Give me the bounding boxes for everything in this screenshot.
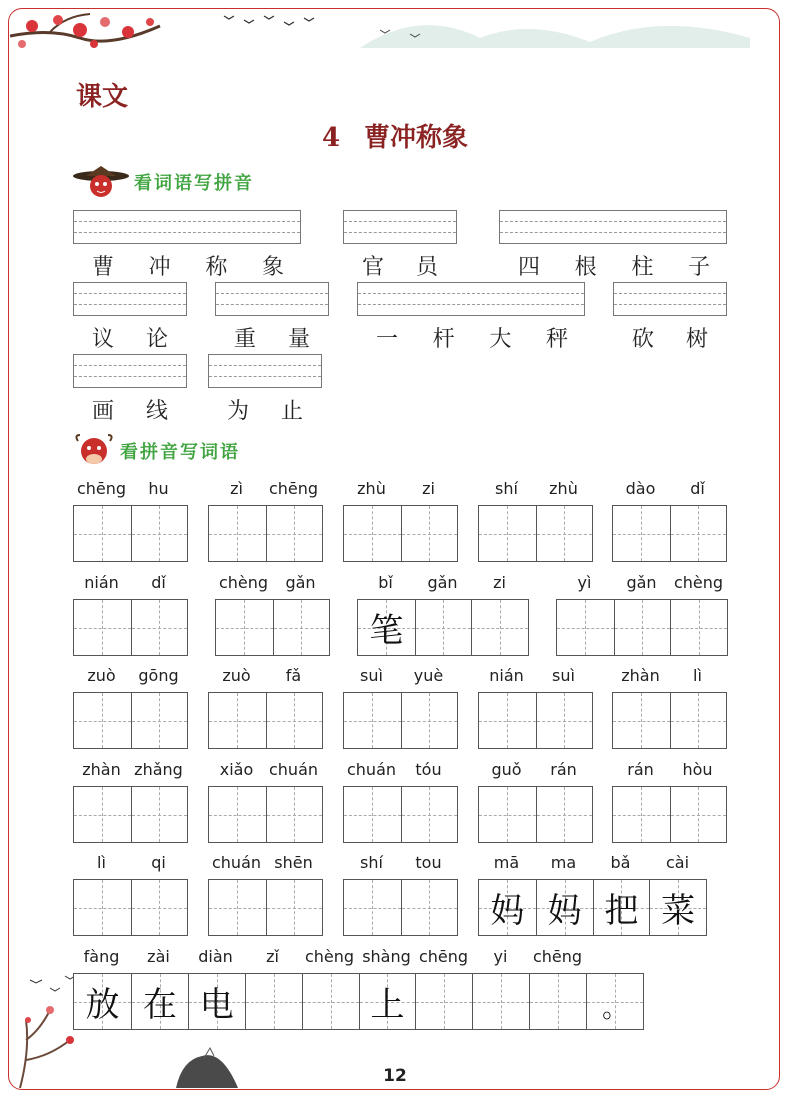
vocab-char: 冲: [148, 255, 171, 280]
grid-cell[interactable]: [401, 787, 458, 842]
part1-title: 看词语写拼音: [134, 173, 254, 194]
pinyin-label: bǎ: [610, 853, 631, 872]
tianzi-grid[interactable]: [357, 599, 529, 656]
grid-cell[interactable]: [557, 600, 614, 655]
pinyin-label: chēng: [532, 947, 583, 966]
pinyin-label: hòu: [682, 760, 713, 779]
vocab-word: [234, 322, 310, 353]
pinyin-label: nián: [489, 666, 524, 685]
grid-cell[interactable]: [536, 693, 593, 748]
grid-cell[interactable]: [344, 787, 401, 842]
lesson-name: 曹冲称象: [364, 123, 469, 153]
part1-banner: [72, 164, 254, 200]
pinyin-label: lì: [693, 666, 702, 685]
grid-cell[interactable]: [536, 880, 593, 935]
filled-char: 放: [85, 985, 120, 1025]
grid-cell[interactable]: [131, 787, 188, 842]
grid-cell[interactable]: [74, 600, 131, 655]
grid-cell[interactable]: [472, 974, 529, 1029]
pinyin-label: chēng: [268, 479, 319, 498]
grid-cell[interactable]: [344, 506, 401, 561]
grid-cell[interactable]: [479, 693, 536, 748]
pinyin-label: qi: [151, 853, 166, 872]
pinyin-answer-box[interactable]: [613, 282, 727, 316]
vocab-word: [92, 250, 284, 281]
pinyin-label: cài: [665, 853, 690, 872]
tianzi-grid[interactable]: [343, 786, 458, 843]
pinyin-label: shí: [360, 853, 383, 872]
section-label: 课文: [76, 82, 129, 112]
pinyin-label: zuò: [222, 666, 251, 685]
grid-cell[interactable]: [131, 506, 188, 561]
tianzi-grid[interactable]: [208, 505, 323, 562]
grid-cell[interactable]: [613, 506, 670, 561]
pinyin-label: diàn: [198, 947, 233, 966]
vocab-char: 砍: [632, 327, 655, 352]
vocab-char: 曹: [92, 255, 115, 280]
page-number: 12: [383, 1066, 407, 1086]
grid-cell[interactable]: [74, 693, 131, 748]
vocab-char: 称: [205, 255, 228, 280]
vocab-char: 止: [280, 399, 303, 424]
vocab-char: 四: [518, 255, 541, 280]
grid-cell[interactable]: [266, 693, 323, 748]
tianzi-grid[interactable]: [343, 879, 458, 936]
vocab-char: 秤: [545, 327, 568, 352]
pinyin-label: yuè: [413, 666, 444, 685]
pinyin-label: fǎ: [285, 666, 302, 685]
tianzi-grid[interactable]: [208, 879, 323, 936]
pinyin-label: yi: [493, 947, 508, 966]
grid-cell[interactable]: [131, 880, 188, 935]
pinyin-label: dào: [625, 479, 656, 498]
grid-cell[interactable]: [614, 600, 671, 655]
pinyin-label: chēng: [76, 479, 127, 498]
pinyin-label: shí: [495, 479, 518, 498]
grid-cell[interactable]: [74, 974, 131, 1029]
tianzi-grid[interactable]: [215, 599, 330, 656]
pinyin-label: dǐ: [690, 479, 705, 498]
pinyin-label: mā: [493, 853, 520, 872]
grid-cell[interactable]: [401, 880, 458, 935]
vocab-char: 员: [415, 255, 438, 280]
grid-cell[interactable]: [670, 693, 727, 748]
pinyin-label: chēng: [418, 947, 469, 966]
filled-char: 妈: [490, 891, 525, 931]
pinyin-label: rán: [627, 760, 654, 779]
pinyin-answer-box[interactable]: [343, 210, 457, 244]
pinyin-label: yì: [577, 573, 592, 592]
vocab-word: [227, 394, 303, 425]
vocab-char: 一: [376, 327, 399, 352]
vocab-word: [92, 394, 168, 425]
pinyin-label: gōng: [138, 666, 179, 685]
filled-char: 笔: [369, 611, 404, 651]
pinyin-label: fàng: [83, 947, 120, 966]
pinyin-label: chèng: [218, 573, 269, 592]
pinyin-label: zǐ: [266, 947, 279, 966]
filled-char: 。: [602, 994, 629, 1024]
pinyin-label: dǐ: [151, 573, 166, 592]
lesson-title: [0, 117, 790, 154]
pinyin-label: chèng: [304, 947, 355, 966]
pinyin-label: chuán: [268, 760, 319, 779]
tianzi-grid[interactable]: [73, 786, 188, 843]
tianzi-grid[interactable]: [73, 879, 188, 936]
grid-cell[interactable]: [670, 506, 727, 561]
pinyin-label: zhǎng: [134, 760, 183, 779]
grid-cell[interactable]: [131, 600, 188, 655]
part2-banner: [72, 433, 240, 469]
grid-cell[interactable]: [131, 693, 188, 748]
pinyin-label: gǎn: [427, 573, 458, 592]
grid-cell[interactable]: [536, 787, 593, 842]
grid-cell[interactable]: [415, 974, 472, 1029]
pinyin-label: hu: [148, 479, 169, 498]
grid-cell[interactable]: [245, 974, 302, 1029]
grid-cell[interactable]: [649, 880, 706, 935]
pinyin-answer-box[interactable]: [499, 210, 727, 244]
grid-cell[interactable]: [188, 974, 245, 1029]
cartoon-ox-icon: [72, 433, 116, 469]
pinyin-label: zì: [230, 479, 243, 498]
vocab-word: [92, 322, 168, 353]
pinyin-answer-box[interactable]: [208, 354, 322, 388]
pinyin-label: chuán: [211, 853, 262, 872]
grid-cell[interactable]: [471, 600, 528, 655]
grid-cell[interactable]: [302, 974, 359, 1029]
vocab-word: [632, 322, 708, 353]
filled-char: 电: [199, 985, 234, 1025]
pinyin-label: zi: [493, 573, 506, 592]
pinyin-label: chèng: [673, 573, 724, 592]
grid-cell[interactable]: [358, 600, 415, 655]
pinyin-label: ma: [550, 853, 577, 872]
pinyin-label: suì: [360, 666, 383, 685]
pinyin-label: bǐ: [378, 573, 393, 592]
filled-char: 把: [604, 891, 639, 931]
pinyin-label: guǒ: [491, 760, 522, 779]
vocab-char: 为: [227, 399, 250, 424]
pinyin-label: rán: [550, 760, 577, 779]
tianzi-grid[interactable]: [612, 786, 727, 843]
pinyin-label: zài: [147, 947, 170, 966]
pinyin-label: nián: [84, 573, 119, 592]
grid-cell[interactable]: [344, 880, 401, 935]
grid-cell[interactable]: [401, 506, 458, 561]
pinyin-label: tóu: [415, 760, 442, 779]
grid-cell[interactable]: [209, 880, 266, 935]
pinyin-label: zhàn: [82, 760, 121, 779]
grid-cell[interactable]: [670, 787, 727, 842]
vocab-char: 子: [687, 255, 710, 280]
grid-cell[interactable]: [586, 974, 643, 1029]
tianzi-grid[interactable]: [73, 599, 188, 656]
vocab-char: 大: [489, 327, 512, 352]
tianzi-grid[interactable]: [343, 692, 458, 749]
grid-cell[interactable]: [529, 974, 586, 1029]
grid-cell[interactable]: [359, 974, 416, 1029]
pinyin-label: shàng: [362, 947, 411, 966]
tianzi-grid[interactable]: [73, 973, 644, 1030]
vocab-char: 柱: [631, 255, 654, 280]
cartoon-hat-icon: [72, 164, 130, 200]
grid-cell[interactable]: [209, 787, 266, 842]
vocab-char: 树: [685, 327, 708, 352]
pinyin-label: zhù: [357, 479, 386, 498]
vocab-char: 官: [362, 255, 385, 280]
vocab-word: [376, 322, 568, 353]
filled-char: 上: [370, 985, 405, 1025]
grid-cell[interactable]: [74, 880, 131, 935]
tianzi-grid[interactable]: [73, 505, 188, 562]
pinyin-label: gǎn: [285, 573, 316, 592]
pinyin-label: zhù: [549, 479, 578, 498]
grid-cell[interactable]: [479, 880, 536, 935]
tianzi-grid[interactable]: [478, 879, 707, 936]
pinyin-label: shēn: [274, 853, 313, 872]
grid-cell[interactable]: [536, 506, 593, 561]
tianzi-grid[interactable]: [556, 599, 728, 656]
tianzi-grid[interactable]: [343, 505, 458, 562]
grid-cell[interactable]: [209, 506, 266, 561]
pinyin-label: chuán: [346, 760, 397, 779]
pinyin-label: zhàn: [621, 666, 660, 685]
grid-cell[interactable]: [74, 787, 131, 842]
grid-cell[interactable]: [479, 787, 536, 842]
tianzi-grid[interactable]: [208, 786, 323, 843]
grid-cell[interactable]: [613, 693, 670, 748]
filled-char: 妈: [547, 891, 582, 931]
grid-cell[interactable]: [593, 880, 650, 935]
tianzi-grid[interactable]: [478, 786, 593, 843]
grid-cell[interactable]: [266, 506, 323, 561]
vocab-char: 杆: [432, 327, 455, 352]
grid-cell[interactable]: [266, 787, 323, 842]
tianzi-grid[interactable]: [612, 692, 727, 749]
vocab-word: [518, 250, 710, 281]
vocab-word: [362, 250, 438, 281]
part2-title: 看拼音写词语: [120, 442, 240, 463]
pinyin-label: zuò: [87, 666, 116, 685]
tianzi-grid[interactable]: [612, 505, 727, 562]
pinyin-answer-box[interactable]: [73, 354, 187, 388]
pinyin-answer-box[interactable]: [357, 282, 585, 316]
filled-char: 在: [142, 985, 177, 1025]
grid-cell[interactable]: [415, 600, 472, 655]
pinyin-label: lì: [97, 853, 106, 872]
lesson-number: 4: [321, 123, 341, 153]
vocab-char: 象: [261, 255, 284, 280]
grid-cell[interactable]: [670, 600, 727, 655]
pinyin-answer-box[interactable]: [215, 282, 329, 316]
grid-cell[interactable]: [131, 974, 188, 1029]
grid-cell[interactable]: [209, 693, 266, 748]
pinyin-answer-box[interactable]: [73, 282, 187, 316]
vocab-char: 量: [287, 327, 310, 352]
pinyin-label: zi: [422, 479, 435, 498]
pinyin-label: xiǎo: [219, 760, 254, 779]
tianzi-grid[interactable]: [208, 692, 323, 749]
grid-cell[interactable]: [401, 693, 458, 748]
filled-char: 菜: [661, 891, 696, 931]
grid-cell[interactable]: [74, 506, 131, 561]
vocab-char: 画: [92, 399, 115, 424]
tianzi-grid[interactable]: [478, 505, 593, 562]
tianzi-grid[interactable]: [73, 692, 188, 749]
grid-cell[interactable]: [479, 506, 536, 561]
pinyin-label: gǎn: [626, 573, 657, 592]
vocab-char: 根: [574, 255, 597, 280]
pinyin-label: tou: [415, 853, 442, 872]
tianzi-grid[interactable]: [478, 692, 593, 749]
grid-cell[interactable]: [266, 880, 323, 935]
grid-cell[interactable]: [216, 600, 273, 655]
grid-cell[interactable]: [344, 693, 401, 748]
vocab-char: 重: [234, 327, 257, 352]
vocab-char: 线: [145, 399, 168, 424]
pinyin-answer-box[interactable]: [73, 210, 301, 244]
grid-cell[interactable]: [613, 787, 670, 842]
grid-cell[interactable]: [273, 600, 330, 655]
pinyin-label: suì: [552, 666, 575, 685]
vocab-char: 论: [145, 327, 168, 352]
vocab-char: 议: [92, 327, 115, 352]
